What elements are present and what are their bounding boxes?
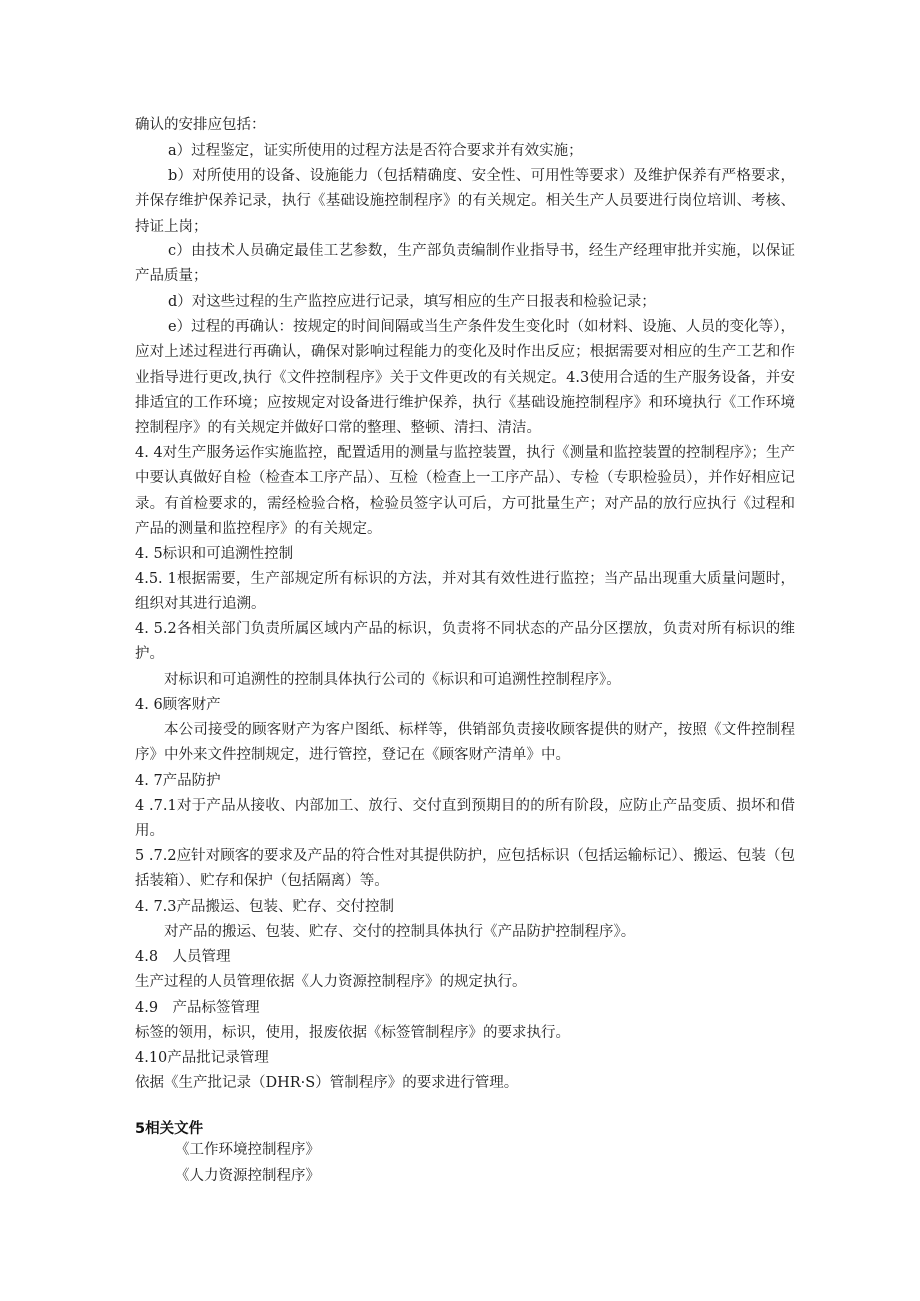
- heading-4-5: 4. 5标识和可追溯性控制: [135, 546, 294, 562]
- heading-4-9: 4.9 产品标签管理: [135, 1000, 260, 1016]
- heading-4-10: 4.10产品批记录管理: [135, 1050, 269, 1066]
- related-document-item: 《人力资源控制程序》: [175, 1168, 320, 1184]
- related-document-item: 《工作环境控制程序》: [175, 1142, 320, 1158]
- paragraph-item-d: d）对这些过程的生产监控应进行记录，填写相应的生产日报表和检验记录；: [168, 294, 656, 310]
- paragraph-4-9: 标签的领用，标识，使用，报废依据《标签管制程序》的要求执行。: [135, 1025, 570, 1041]
- paragraph-4-7-1: 4 .7.1对于产品从接收、内部加工、放行、交付直到预期目的的所有阶段，应防止产品变质、损坏和借用。: [135, 798, 795, 840]
- paragraph-traceability: 对标识和可追溯性的控制具体执行公司的《标识和可追溯性控制程序》。: [164, 672, 621, 688]
- section-5-heading: 5相关文件: [135, 1121, 204, 1137]
- paragraph-4-8: 生产过程的人员管理依据《人力资源控制程序》的规定执行。: [135, 974, 527, 990]
- paragraph-item-e: e）过程的再确认：按规定的时间间隔或当生产条件发生变化时（如材料、设施、人员的变化等），应对上述过程进行再确认，确保对影响过程能力的变化及时作出反应；根据需要对相应的生产工艺和作业指导进行更改,执行《文件控制程序》关于文件更改的有关规定。4.3使用合适的生产服务设备，并安排适宜的工作环境；应按规定对设备进行维护保养，执行《基础设施控制程序》和环境执行《工作环境控制程序》的有关规定并做好口常的整理、整顿、清扫、清洁。: [135, 319, 795, 437]
- heading-4-7-3: 4. 7.3产品搬运、包装、贮存、交付控制: [135, 899, 395, 915]
- paragraph-4-5-1: 4.5. 1根据需要，生产部规定所有标识的方法，并对其有效性进行监控；当产品出现重大质量问题时，组织对其进行追溯。: [135, 571, 795, 613]
- heading-4-7: 4. 7产品防护: [135, 773, 221, 789]
- paragraph-4-10: 依据《生产批记录（DHR·S）管制程序》的要求进行管理。: [135, 1075, 519, 1091]
- paragraph-4-5-2: 4. 5.2各相关部门负责所属区域内产品的标识，负责将不同状态的产品分区摆放，负责对所有标识的维护。: [135, 621, 795, 663]
- paragraph-item-a: a）过程鉴定，证实所使用的过程方法是否符合要求并有效实施；: [168, 143, 583, 159]
- paragraph-4-4: 4. 4对生产服务运作实施监控，配置适用的测量与监控装置，执行《测量和监控装置的控制程序》；生产中要认真做好自检（检查本工序产品）、互检（检查上一工序产品）、专检（专职检验员），并作好相应记录。有首检要求的，需经检验合格，检验员签字认可后，方可批量生产；对产品的放行应执行《过程和产品的测量和监控程序》的有关规定。: [135, 445, 795, 537]
- paragraph-item-c: c）由技术人员确定最佳工艺参数，生产部负责编制作业指导书，经生产经理审批并实施，以保证产品质量；: [135, 243, 795, 285]
- heading-4-8: 4.8 人员管理: [135, 949, 231, 965]
- paragraph-product-protection: 对产品的搬运、包装、贮存、交付的控制具体执行《产品防护控制程序》。: [164, 924, 636, 940]
- paragraph-intro: 确认的安排应包括：: [135, 117, 266, 133]
- paragraph-item-b: b）对所使用的设备、设施能力（包括精确度、安全性、可用性等要求）及维护保养有严格要求，并保存维护保养记录，执行《基础设施控制程序》的有关规定。相关生产人员要进行岗位培训、考核、持证上岗；: [135, 168, 795, 235]
- paragraph-4-7-2: 5 .7.2应针对顾客的要求及产品的符合性对其提供防护，应包括标识（包括运输标记）、搬运、包装（包括装箱）、贮存和保护（包括隔离）等。: [135, 848, 795, 890]
- paragraph-customer-property: 本公司接受的顾客财产为客户图纸、标样等，供销部负责接收顾客提供的财产，按照《文件控制程序》中外来文件控制规定，进行管控，登记在《顾客财产清单》中。: [135, 722, 795, 764]
- heading-4-6: 4. 6顾客财产: [135, 697, 221, 713]
